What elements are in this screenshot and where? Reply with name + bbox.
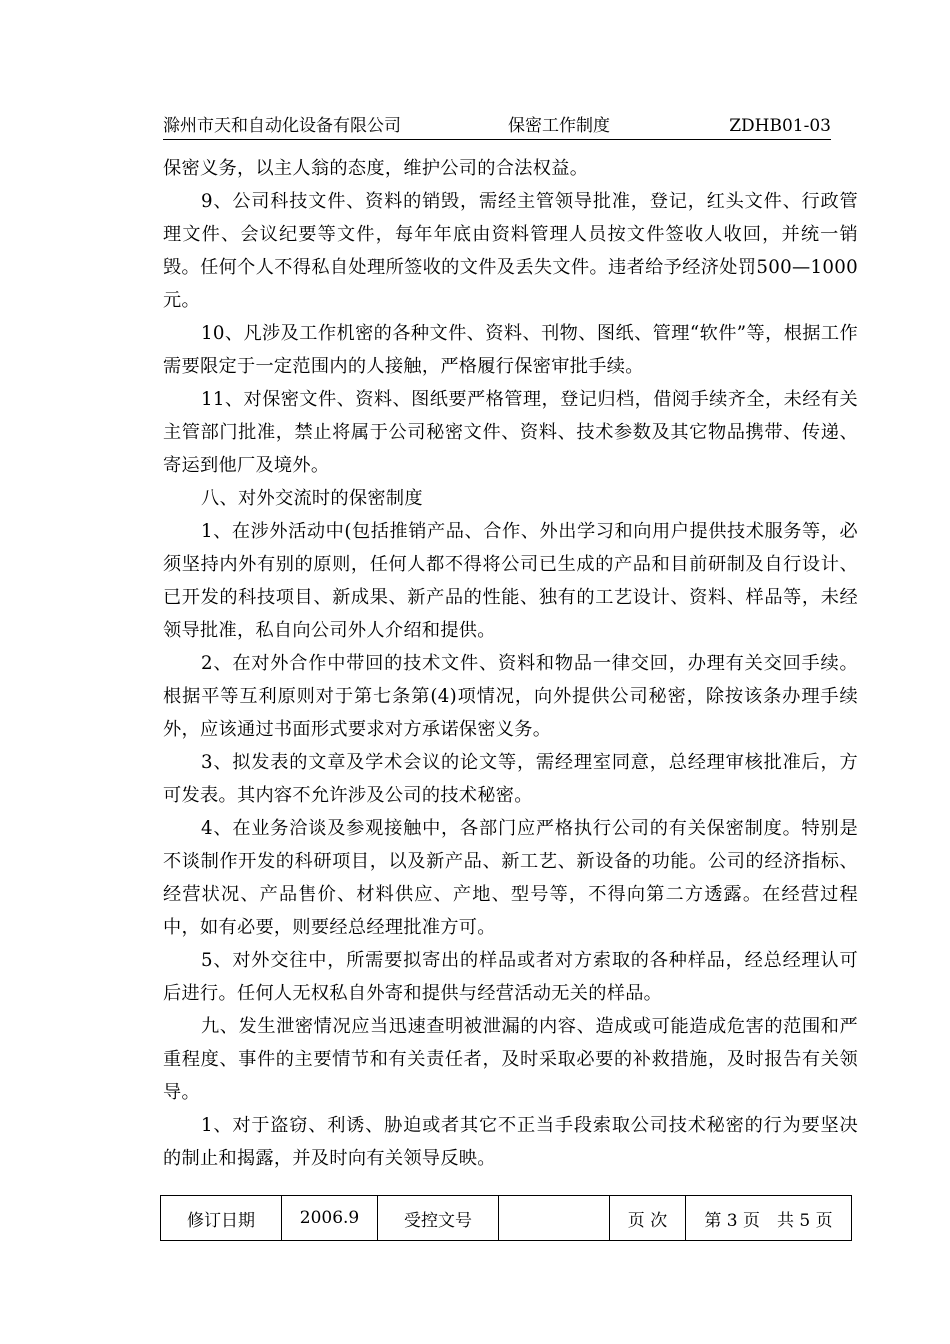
controlled-number-label: 受控文号 <box>378 1196 499 1241</box>
controlled-number-value <box>499 1196 610 1241</box>
section-heading-9: 九、发生泄密情况应当迅速查明被泄漏的内容、造成或可能造成危害的范围和严重程度、事件的主要情节和有关责任者，及时采取必要的补救措施，及时报告有关领导。 <box>163 1016 858 1103</box>
paragraph-8-2: 2、在对外合作中带回的技术文件、资料和物品一律交回，办理有关交回手续。根据平等互利原则对于第七条第(4)项情况，向外提供公司秘密，除按该条办理手续外，应该通过书面形式要求对方承诺保密义务。 <box>163 653 858 740</box>
paragraph-8-5: 5、对外交往中，所需要拟寄出的样品或者对方索取的各种样品，经总经理认可后进行。任何人无权私自外寄和提供与经营活动无关的样品。 <box>163 950 858 1004</box>
revision-date-value: 2006.9 <box>282 1196 378 1241</box>
footer-info-table <box>160 1195 852 1241</box>
paragraph-item-10: 10、凡涉及工作机密的各种文件、资料、刊物、图纸、管理“软件”等，根据工作需要限定于一定范围内的人接触，严格履行保密审批手续。 <box>163 323 858 377</box>
paragraph-continuation: 保密义务，以主人翁的态度，维护公司的合法权益。 <box>163 158 589 179</box>
footer-row <box>161 1196 852 1241</box>
revision-date-label: 修订日期 <box>161 1196 282 1241</box>
document-body <box>163 152 858 1175</box>
document-title: 保密工作制度 <box>508 116 610 136</box>
document-code: ZDHB01-03 <box>729 116 831 136</box>
section-heading-8: 八、对外交流时的保密制度 <box>201 488 423 509</box>
page-header <box>163 113 831 140</box>
page-label: 页 次 <box>610 1196 686 1241</box>
paragraph-9-1: 1、对于盗窃、利诱、胁迫或者其它不正当手段索取公司技术秘密的行为要坚决的制止和揭露，并及时向有关领导反映。 <box>163 1115 858 1169</box>
paragraph-8-4: 4、在业务洽谈及参观接触中，各部门应严格执行公司的有关保密制度。特别是不谈制作开发的科研项目，以及新产品、新工艺、新设备的功能。公司的经济指标、经营状况、产品售价、材料供应、产地、型号等，不得向第二方透露。在经营过程中，如有必要，则要经总经理批准方可。 <box>163 818 858 938</box>
paragraph-8-1: 1、在涉外活动中(包括推销产品、合作、外出学习和向用户提供技术服务等，必须坚持内外有别的原则，任何人都不得将公司已生成的产品和目前研制及自行设计、已开发的科技项目、新成果、新产品的性能、独有的工艺设计、资料、样品等，未经领导批准，私自向公司外人介绍和提供。 <box>163 521 858 641</box>
page-info: 第 3 页 共 5 页 <box>686 1196 852 1241</box>
paragraph-item-9: 9、公司科技文件、资料的销毁，需经主管领导批准，登记，红头文件、行政管理文件、会议纪要等文件，每年年底由资料管理人员按文件签收人收回，并统一销毁。任何个人不得私自处理所签收的文件及丢失文件。违者给予经济处罚500—1000元。 <box>163 191 858 311</box>
company-name: 滁州市天和自动化设备有限公司 <box>163 116 401 136</box>
paragraph-item-11: 11、对保密文件、资料、图纸要严格管理，登记归档，借阅手续齐全，未经有关主管部门批准，禁止将属于公司秘密文件、资料、技术参数及其它物品携带、传递、寄运到他厂及境外。 <box>163 389 858 476</box>
paragraph-8-3: 3、拟发表的文章及学术会议的论文等，需经理室同意，总经理审核批准后，方可发表。其内容不允许涉及公司的技术秘密。 <box>163 752 858 806</box>
